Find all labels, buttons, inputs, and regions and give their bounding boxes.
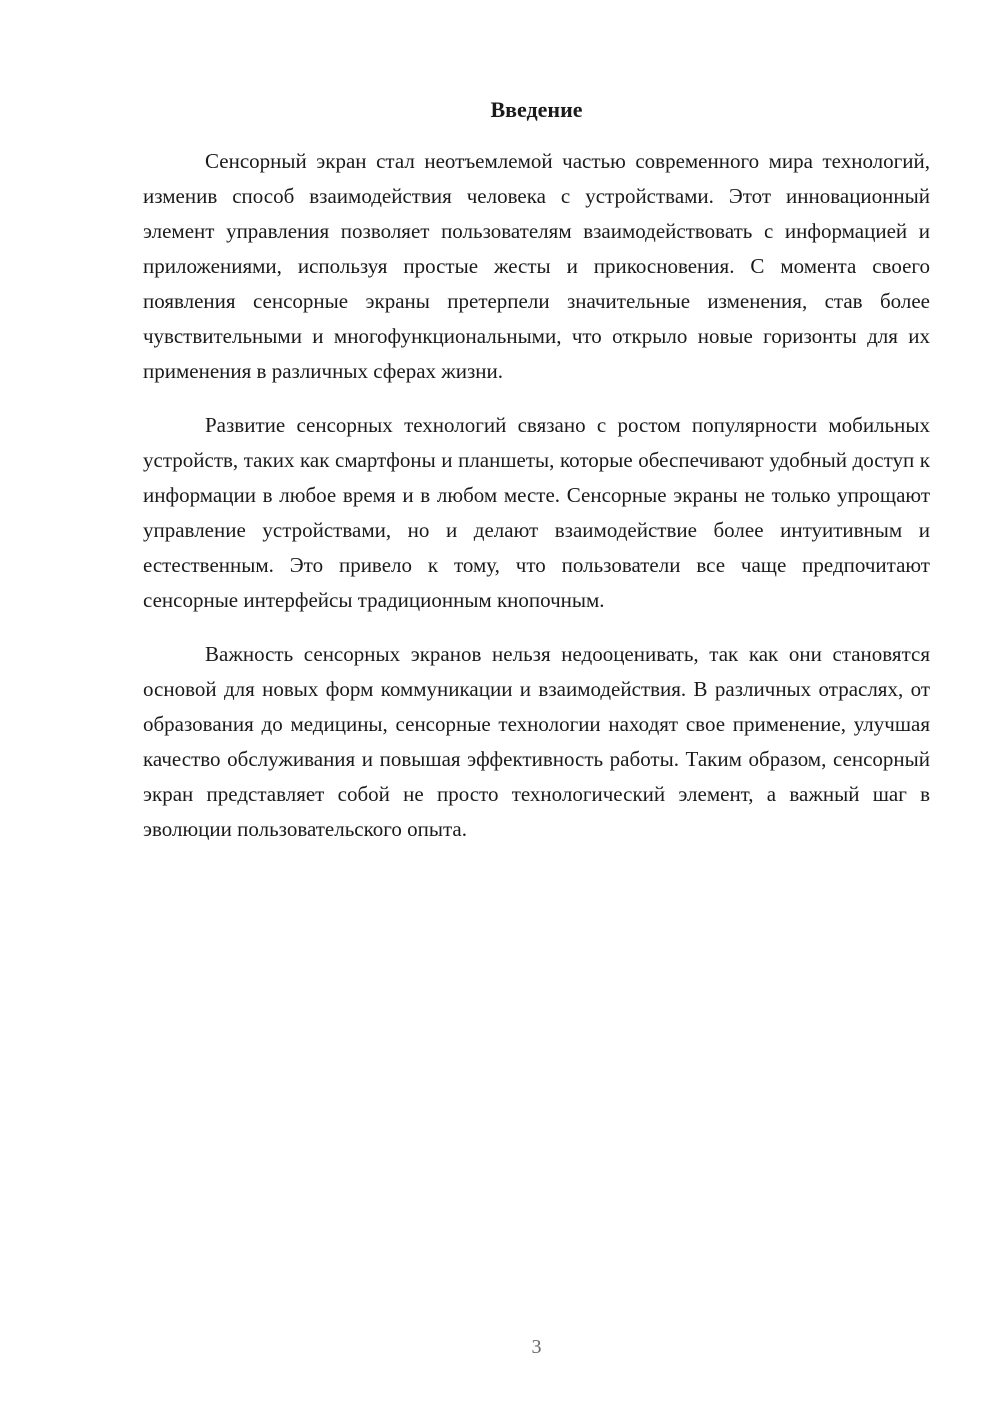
paragraph-1: Сенсорный экран стал неотъемлемой частью современного мира технологий, изменив способ взаимодействия человека с устройствами. Этот инновационный элемент управления позволяет пользователям взаимодействовать с информацией и приложениями, используя простые жесты и прикосновения. С момента своего появления сенсорные экраны претерпели значительные изменения, став более чувствительными и многофункциональными, что открыло новые горизонты для их применения в различных сферах жизни. bbox=[143, 149, 930, 383]
paragraph-2: Развитие сенсорных технологий связано с ростом популярности мобильных устройств, таких как смартфоны и планшеты, которые обеспечивают удобный доступ к информации в любое время и в любом месте. Сенсорные экраны не только упрощают управление устройствами, но и делают взаимодействие более интуитивным и естественным. Это привело к тому, что пользователи все чаще предпочитают сенсорные интерфейсы традиционным кнопочным. bbox=[143, 413, 930, 612]
section-heading: Введение bbox=[490, 97, 583, 122]
page-content bbox=[143, 92, 930, 866]
page-number: 3 bbox=[531, 1336, 542, 1358]
paragraph-3: Важность сенсорных экранов нельзя недооценивать, так как они становятся основой для новых форм коммуникации и взаимодействия. В различных отраслях, от образования до медицины, сенсорные технологии находят свое применение, улучшая качество обслуживания и повышая эффективность работы. Таким образом, сенсорный экран представляет собой не просто технологический элемент, а важный шаг в эволюции пользовательского опыта. bbox=[143, 642, 930, 841]
